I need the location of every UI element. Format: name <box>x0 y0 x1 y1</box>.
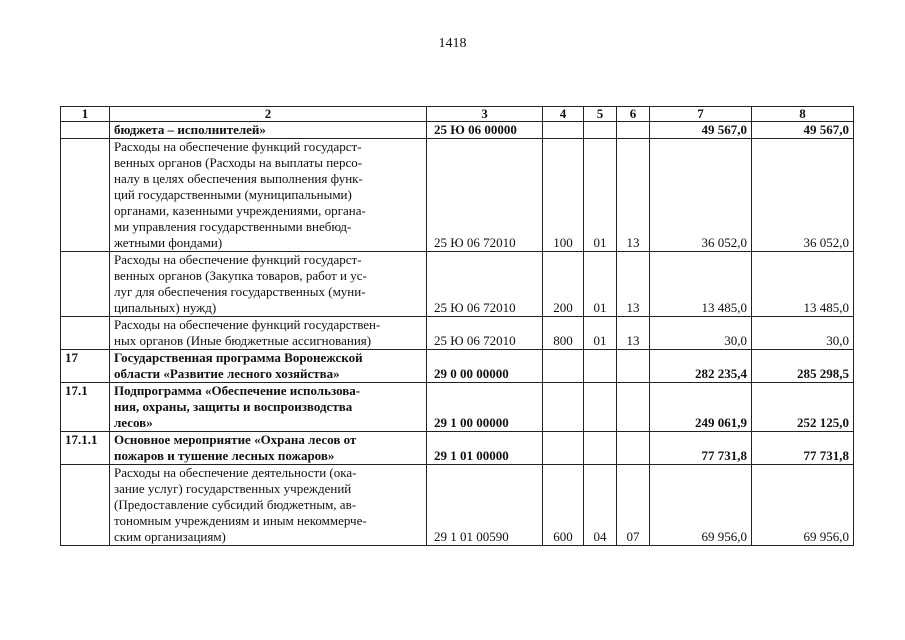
amount-column-8: 36 052,0 <box>752 139 854 252</box>
amount-column-7: 30,0 <box>650 317 752 350</box>
description-line: Государственная программа Воронежской <box>114 350 363 365</box>
description-line: луг для обеспечения государственных (муни- <box>114 284 366 299</box>
amount-column-8: 13 485,0 <box>752 252 854 317</box>
column-header: 3 <box>427 107 543 122</box>
column-header: 5 <box>584 107 617 122</box>
amount-column-8: 30,0 <box>752 317 854 350</box>
description-line: Расходы на обеспечение функций государст- <box>114 252 362 267</box>
expense-type-code: 200 <box>543 252 584 317</box>
table-header-row <box>61 107 854 122</box>
row-description <box>110 139 427 252</box>
description-line: ским организациям) <box>114 529 226 544</box>
amount-column-7: 77 731,8 <box>650 432 752 465</box>
table-row <box>61 350 854 383</box>
column-header: 4 <box>543 107 584 122</box>
amount-column-8: 285 298,5 <box>752 350 854 383</box>
table-row <box>61 432 854 465</box>
expense-type-code: 100 <box>543 139 584 252</box>
row-number: 17 <box>61 350 110 383</box>
budget-code: 25 Ю 06 72010 <box>427 139 543 252</box>
section-code <box>584 383 617 432</box>
row-description <box>110 122 427 139</box>
expense-type-code <box>543 350 584 383</box>
column-header: 2 <box>110 107 427 122</box>
row-number <box>61 317 110 350</box>
amount-column-7: 249 061,9 <box>650 383 752 432</box>
description-line: области «Развитие лесного хозяйства» <box>114 366 340 381</box>
subsection-code: 13 <box>617 317 650 350</box>
subsection-code: 07 <box>617 465 650 546</box>
section-code: 01 <box>584 139 617 252</box>
budget-code: 29 1 00 00000 <box>427 383 543 432</box>
row-description <box>110 350 427 383</box>
amount-column-7: 49 567,0 <box>650 122 752 139</box>
subsection-code <box>617 383 650 432</box>
budget-code: 25 Ю 06 72010 <box>427 252 543 317</box>
column-header: 1 <box>61 107 110 122</box>
table-row <box>61 122 854 139</box>
description-line: ципальных) нужд) <box>114 300 217 315</box>
budget-code: 25 Ю 06 00000 <box>427 122 543 139</box>
section-code <box>584 350 617 383</box>
row-description <box>110 383 427 432</box>
column-header: 6 <box>617 107 650 122</box>
row-number <box>61 252 110 317</box>
description-line: налу в целях обеспечения выполнения функ- <box>114 171 363 186</box>
subsection-code <box>617 432 650 465</box>
budget-table <box>60 106 854 546</box>
row-number <box>61 465 110 546</box>
expense-type-code: 800 <box>543 317 584 350</box>
table-row <box>61 252 854 317</box>
amount-column-7: 36 052,0 <box>650 139 752 252</box>
expense-type-code: 600 <box>543 465 584 546</box>
expense-type-code <box>543 383 584 432</box>
description-line: Расходы на обеспечение деятельности (ока- <box>114 465 357 480</box>
subsection-code: 13 <box>617 252 650 317</box>
description-line: венных органов (Расходы на выплаты персо- <box>114 155 363 170</box>
description-line: ций государственными (муниципальными) <box>114 187 352 202</box>
subsection-code <box>617 122 650 139</box>
section-code <box>584 432 617 465</box>
description-line: пожаров и тушение лесных пожаров» <box>114 448 335 463</box>
description-line: ния, охраны, защиты и воспроизводства <box>114 399 353 414</box>
description-line: тономным учреждениям и иным некоммерче- <box>114 513 367 528</box>
row-number <box>61 122 110 139</box>
section-code <box>584 122 617 139</box>
description-line: органами, казенными учреждениями, органа- <box>114 203 366 218</box>
subsection-code: 13 <box>617 139 650 252</box>
page-number: 1418 <box>438 36 467 51</box>
row-description <box>110 252 427 317</box>
description-line: лесов» <box>114 415 153 430</box>
section-code: 04 <box>584 465 617 546</box>
description-line: ных органов (Иные бюджетные ассигнования) <box>114 333 372 348</box>
description-line: жетными фондами) <box>114 235 223 250</box>
amount-column-8: 49 567,0 <box>752 122 854 139</box>
description-line: Расходы на обеспечение функций государствен- <box>114 317 381 332</box>
description-line: Расходы на обеспечение функций государст- <box>114 139 362 154</box>
description-line: венных органов (Закупка товаров, работ и ус- <box>114 268 367 283</box>
table-row <box>61 465 854 546</box>
amount-column-8: 252 125,0 <box>752 383 854 432</box>
budget-code: 25 Ю 06 72010 <box>427 317 543 350</box>
amount-column-8: 77 731,8 <box>752 432 854 465</box>
column-header: 8 <box>752 107 854 122</box>
section-code: 01 <box>584 252 617 317</box>
table-row <box>61 139 854 252</box>
budget-code: 29 1 01 00000 <box>427 432 543 465</box>
description-line: ми управления государственными внебюд- <box>114 219 352 234</box>
expense-type-code <box>543 432 584 465</box>
description-line: бюджета – исполнителей» <box>114 122 266 137</box>
amount-column-7: 69 956,0 <box>650 465 752 546</box>
row-description <box>110 317 427 350</box>
row-number <box>61 139 110 252</box>
description-line: Подпрограмма «Обеспечение использова- <box>114 383 361 398</box>
row-number: 17.1 <box>61 383 110 432</box>
amount-column-7: 282 235,4 <box>650 350 752 383</box>
section-code: 01 <box>584 317 617 350</box>
table-row <box>61 317 854 350</box>
column-header: 7 <box>650 107 752 122</box>
subsection-code <box>617 350 650 383</box>
description-line: Основное мероприятие «Охрана лесов от <box>114 432 357 447</box>
description-line: зание услуг) государственных учреждений <box>114 481 352 496</box>
amount-column-7: 13 485,0 <box>650 252 752 317</box>
expense-type-code <box>543 122 584 139</box>
row-description <box>110 465 427 546</box>
amount-column-8: 69 956,0 <box>752 465 854 546</box>
budget-code: 29 0 00 00000 <box>427 350 543 383</box>
table-row <box>61 383 854 432</box>
description-line: (Предоставление субсидий бюджетным, ав- <box>114 497 357 512</box>
row-number: 17.1.1 <box>61 432 110 465</box>
row-description <box>110 432 427 465</box>
budget-code: 29 1 01 00590 <box>427 465 543 546</box>
table-body <box>61 122 854 546</box>
